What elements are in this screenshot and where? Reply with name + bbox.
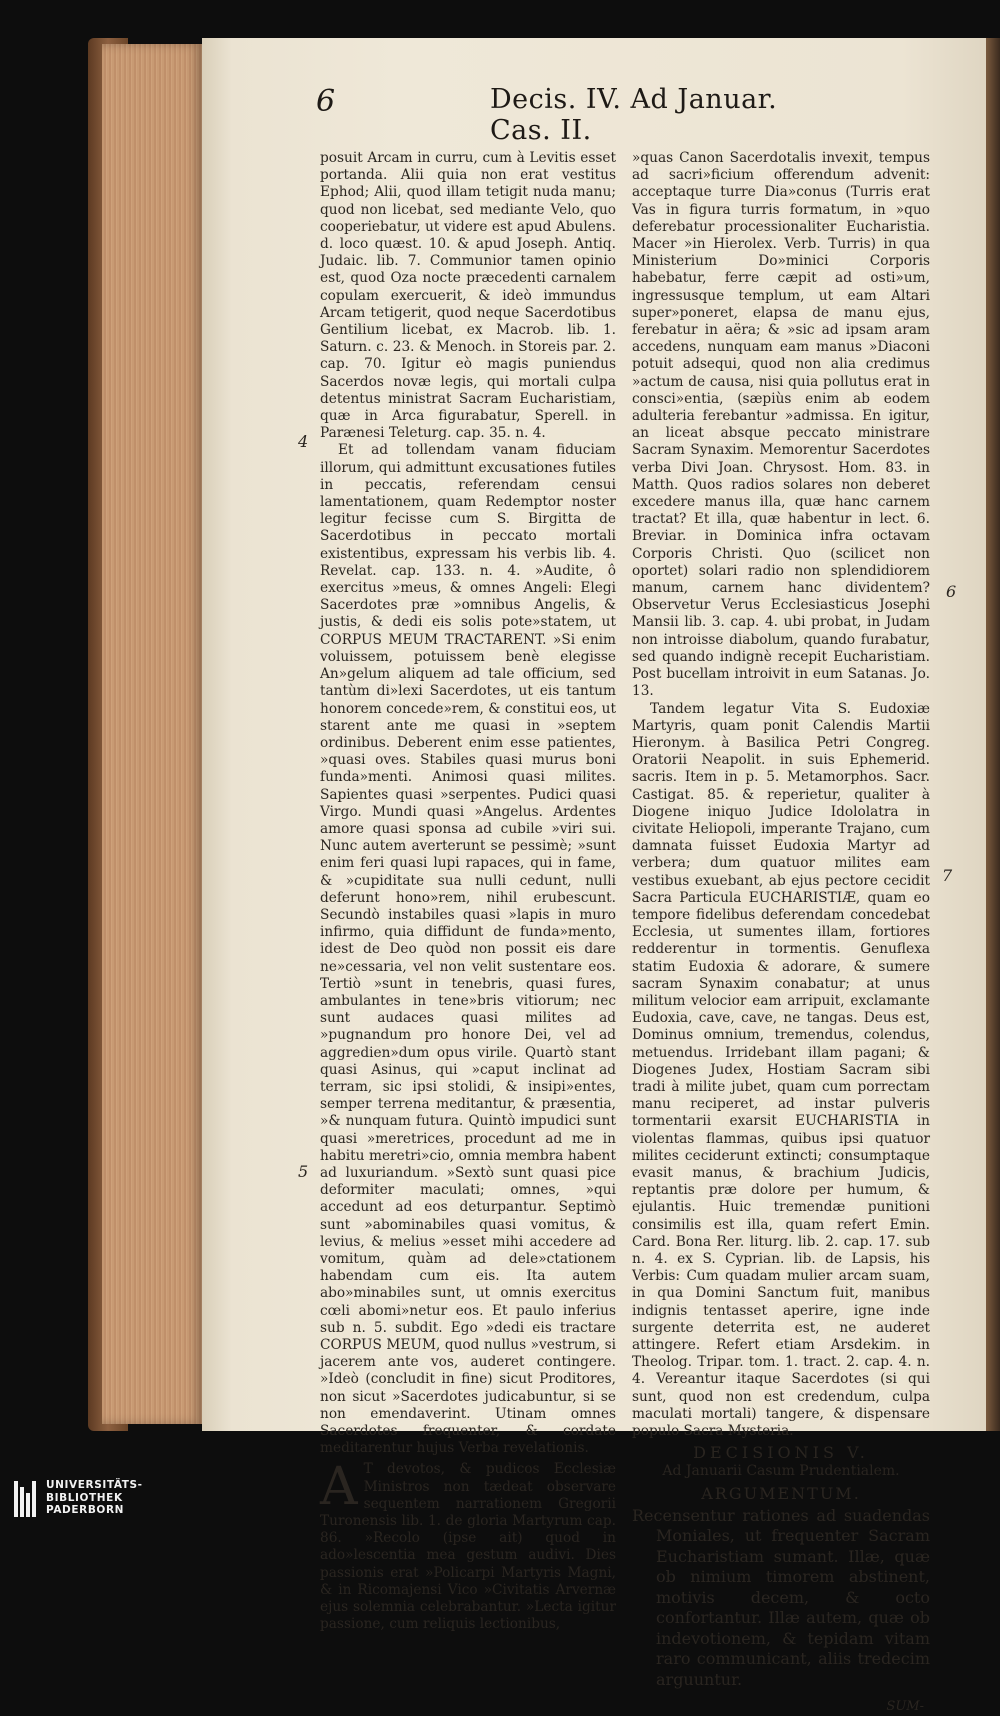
library-logo-text bbox=[46, 1479, 143, 1517]
logo-line: UNIVERSITÄTS- bbox=[46, 1479, 143, 1491]
page-number: 6 bbox=[316, 84, 336, 119]
paragraph: posuit Arcam in curru, cum à Levitis esset portanda. Alii quia non erat vestitus Ephod; Alii, quod illam tetigit nuda manu; quod non licebat, sed mediante Velo, quo cooperiebatur, ut videre est apud Abulens. d. loco quæst. 10. & apud Joseph. Antiq. Judaic. lib. 7. Communior tamen opinio est, quod Oza nocte præcedenti carnalem copulam exercuerit, & ideò immundus Arcam tetigerit, quod neque Sacerdotibus Gentilium licebat, ex Macrob. lib. 1. Saturn. c. 23. & Menoch. in Storeis par. 2. cap. 70. Igitur eò magis puniendus Sacerdos novæ legis, qui mortali culpa detentus ministrat Sacram Eucharistiam, quæ in Arca figurabatur, Sperell. in Parænesi Teleturg. cap. 35. n. 4. bbox=[320, 150, 616, 442]
paragraph: Tandem legatur Vita S. Eudoxiæ Martyris, quam ponit Calendis Martii Hieronym. à Basilica Petri Congreg. Oratorii Neapolit. in suis Ephemerid. sacris. Item in p. 5. Metamorphos. Sacr. Castigat. 85. & reperietur, qualiter à Diogene iniquo Judice Idololatra in civitate Heliopoli, imperante Trajano, cum damnata fuisset Eudoxia Martyr ad verbera; dum quatuor milites eam vestibus exuebant, ab ejus pectore cecidit Sacra Particula EUCHARISTIÆ, quam eo tempore fidelibus deferendam concedebat Ecclesia, ut sumentes illam, fortiores redderentur in tormentis. Genuflexa statim Eudoxia & adorare, & sumere sacram Synaxim conabatur; at unus militum velocior eam arripuit, exclamante Eudoxia, cave, cave, ne tangas. Deus est, Dominus omnium, tremendus, colendus, metuendus. Irridebant illam pagani; & Diogenes Judex, Hostiam Sacram sibi tradi à milite jubet, quam cum porrectam manu reciperet, ad instar pulveris tormentarii exarsit EUCHARISTIA in violentas flammas, quibus ipsi quatuor milites ceciderunt extincti; consumptaque evasit manus, & brachium Judicis, reptantis præ dolore per humum, & ejulantis. Huic tremendæ punitioni consimilis est illa, quam refert Emin. Card. Bona Rer. liturg. lib. 2. cap. 17. sub n. 4. ex S. Cyprian. lib. de Lapsis, his Verbis: Cum quadam mulier arcam suam, in qua Domini Sanctum fuit, manibus indignis tentasset aperire, igne inde surgente deterrita est, ne auderet attingere. Refert etiam Arsdekim. in Theolog. Tripar. tom. 1. tract. 2. cap. 4. n. 4. Vereantur itaque Sacerdotes (si qui sunt, quod non est credendum, culpa maculati mortali) tangere, & dispensare populo Sacra Mysteria. bbox=[632, 700, 930, 1440]
library-logo bbox=[8, 1477, 218, 1523]
facing-page-edge bbox=[986, 38, 1000, 1431]
paragraph: Et ad tollendam vanam fiduciam illorum, qui admittunt excusationes futiles in peccatis, referendam censui lamentationem, quam Redemptor noster legitur fecisse cum S. Birgitta de Sacerdotibus in peccato mortali existentibus, expressam his verbis lib. 4. Revelat. cap. 133. n. 4. »Audite, ô exercitus »meus, & omnes Angeli: Elegi Sacerdotes præ »omnibus Angelis, & justis, & dedi eis solis pote»statem, ut CORPUS MEUM TRACTARENT. »Si enim voluissem, potuissem benè elegisse An»gelum aliquem ad tale officium, sed tantùm di»lexi Sacerdotes, ut eis tantum honorem concede»rem, & constitui eos, ut starent ante me quasi in »septem ordinibus. Deberent enim esse patientes, »quasi oves. Stabiles quasi murus boni funda»menti. Animosi quasi milites. Sapientes quasi »serpentes. Pudici quasi Virgo. Mundi quasi »Angelus. Ardentes amore quasi sponsa ad cubile »viri sui. Nunc autem averterunt se pessimè; »sunt enim feri quasi lupi rapaces, qui in fame, & »cupiditate sua nulli cedunt, nulli deferunt hono»rem, nihil erubescunt. Secundò instabiles quasi »lapis in muro infirmo, quia diffidunt de funda»mento, idest de Deo quòd non possit eis dare ne»cessaria, vel non velit sustentare eos. Tertiò »sunt in tenebris, quasi fures, ambulantes in tene»bris vitiorum; nec sunt audaces quasi milites ad »pugnandum pro honore Dei, vel ad aggredien»dum opus virile. Quartò stant quasi Asinus, qui »caput inclinat ad terram, sic ipsi stolidi, & insipi»entes, semper terrena meditantur, & præsentia, »& nunquam futura. Quintò impudici sunt quasi »meretrices, procedunt ad me in habitu meretri»cio, omnia membra habent ad luxuriandum. »Sextò sunt quasi pice deformiter maculati; omnes, »qui accedunt ad eos deturpantur. Septimò sunt »abominabiles quasi vomitus, & levius, & melius »esset mihi accedere ad vomitum, quàm ad dele»ctationem habendam cum eis. Ita autem abo»minabiles sunt, ut omnis exercitus cœli abomi»netur eos. Et paulo inferius sub n. 5. subdit. Ego »dedi eis tractare CORPUS MEUM, quod nullus »vestrum, si jacerem ante vos, auderet contingere. »Ideò (concludit in fine) sicut Proditores, non sicut »Sacerdotes judicabuntur, si se non emendaverint. Utinam omnes Sacerdotes frequenter, & cordate meditarentur hujus Verba revelationis. bbox=[320, 442, 616, 1457]
margin-number: 6 bbox=[946, 582, 957, 601]
drop-capital: A bbox=[320, 1457, 358, 1518]
decision-title: DECISIONIS V. bbox=[693, 1443, 869, 1463]
paragraph-with-initial bbox=[320, 1457, 616, 1633]
margin-number: 5 bbox=[298, 1162, 309, 1181]
logo-line: BIBLIOTHEK bbox=[46, 1491, 123, 1504]
logo-line: PADERBORN bbox=[46, 1504, 125, 1516]
left-text-column bbox=[320, 150, 616, 1633]
margin-number: 4 bbox=[298, 432, 309, 451]
page-header bbox=[114, 84, 794, 146]
margin-number: 7 bbox=[942, 866, 953, 885]
argument-heading: ARGUMENTUM. bbox=[701, 1483, 861, 1503]
decision-subtitle: Ad Januarii Casum Prudentialem. bbox=[662, 1463, 900, 1480]
paragraph: »quas Canon Sacerdotalis invexit, tempus ad sacri»ficium offerendum advenit: acceptaque turre Dia»conus (Turris erat Vas in figura turris formatum, in »quo deferebatur processionaliter Eucharistia. Macer »in Hierolex. Verb. Turris) in qua Ministerium Do»minici Corporis habebatur, ferre cæpit ad osti»um, ingressusque templum, ut eam Altari super»poneret, elapsa de manu ejus, ferebatur in aëra; & »sic ad ipsam aram accedens, nunquam eam manus »Diaconi potuit adsequi, quod non alia credimus »actum de causa, nisi quia pollutus erat in consci»entia, (sæpiùs enim ab eodem adulteria ferebantur »admissa. En igitur, an liceat absque peccato ministrare Sacram Synaxim. Memorentur Sacerdotes verba Divi Joan. Chrysost. Hom. 83. in Matth. Quos radios solares non deberet excedere manus illa, quæ hanc carnem tractat? Et illa, quæ habentur in lect. 6. Breviar. in Dominica infra octavam Corporis Christi. Quo (scilicet non oportet) solari radio non splendidiorem manum, carnem hanc dividentem? Observetur Verus Ecclesiasticus Josephi Mansii lib. 3. cap. 4. ubi probat, in Judam non introisse diabolum, quando furabatur, sed quando indignè recepit Eucharistiam. Post bucellam introivit in eum Satanas. Jo. 13. bbox=[632, 150, 930, 700]
catchword: SUM- bbox=[886, 1699, 924, 1715]
library-logo-icon bbox=[14, 1481, 38, 1517]
argument-text: Recensentur rationes ad suadendas Moniales, ut frequenter Sacram Eucharistiam sumant. Illæ, quæ ob nimium timorem abstinent, motivis decem, & octo confortantur. Illæ autem, quæ ob indevotionem, & tepidam vitam raro communicant, aliis tredecim arguuntur. bbox=[632, 1505, 930, 1689]
right-text-column bbox=[632, 150, 930, 1716]
running-title: Decis. IV. Ad Januar. Cas. II. bbox=[490, 84, 778, 146]
paragraph-text: T devotos, & pudicos Ecclesiæ Ministros non tædeat observare sequentem narrationem Gregorii Turonensis lib. 1. de gloria Martyrum cap. 86. »Recolo (ipse ait) quod in ado»lescentia mea gestum audivi. Dies passionis erat »Policarpi Martyris Magni, & in Ricomajensi Vico »Civitatis Arvernæ ejus solemnia celebrabantur. »Lecta igitur passione, cum reliquis lectionibus, bbox=[320, 1461, 616, 1633]
page-edges bbox=[102, 44, 202, 1424]
